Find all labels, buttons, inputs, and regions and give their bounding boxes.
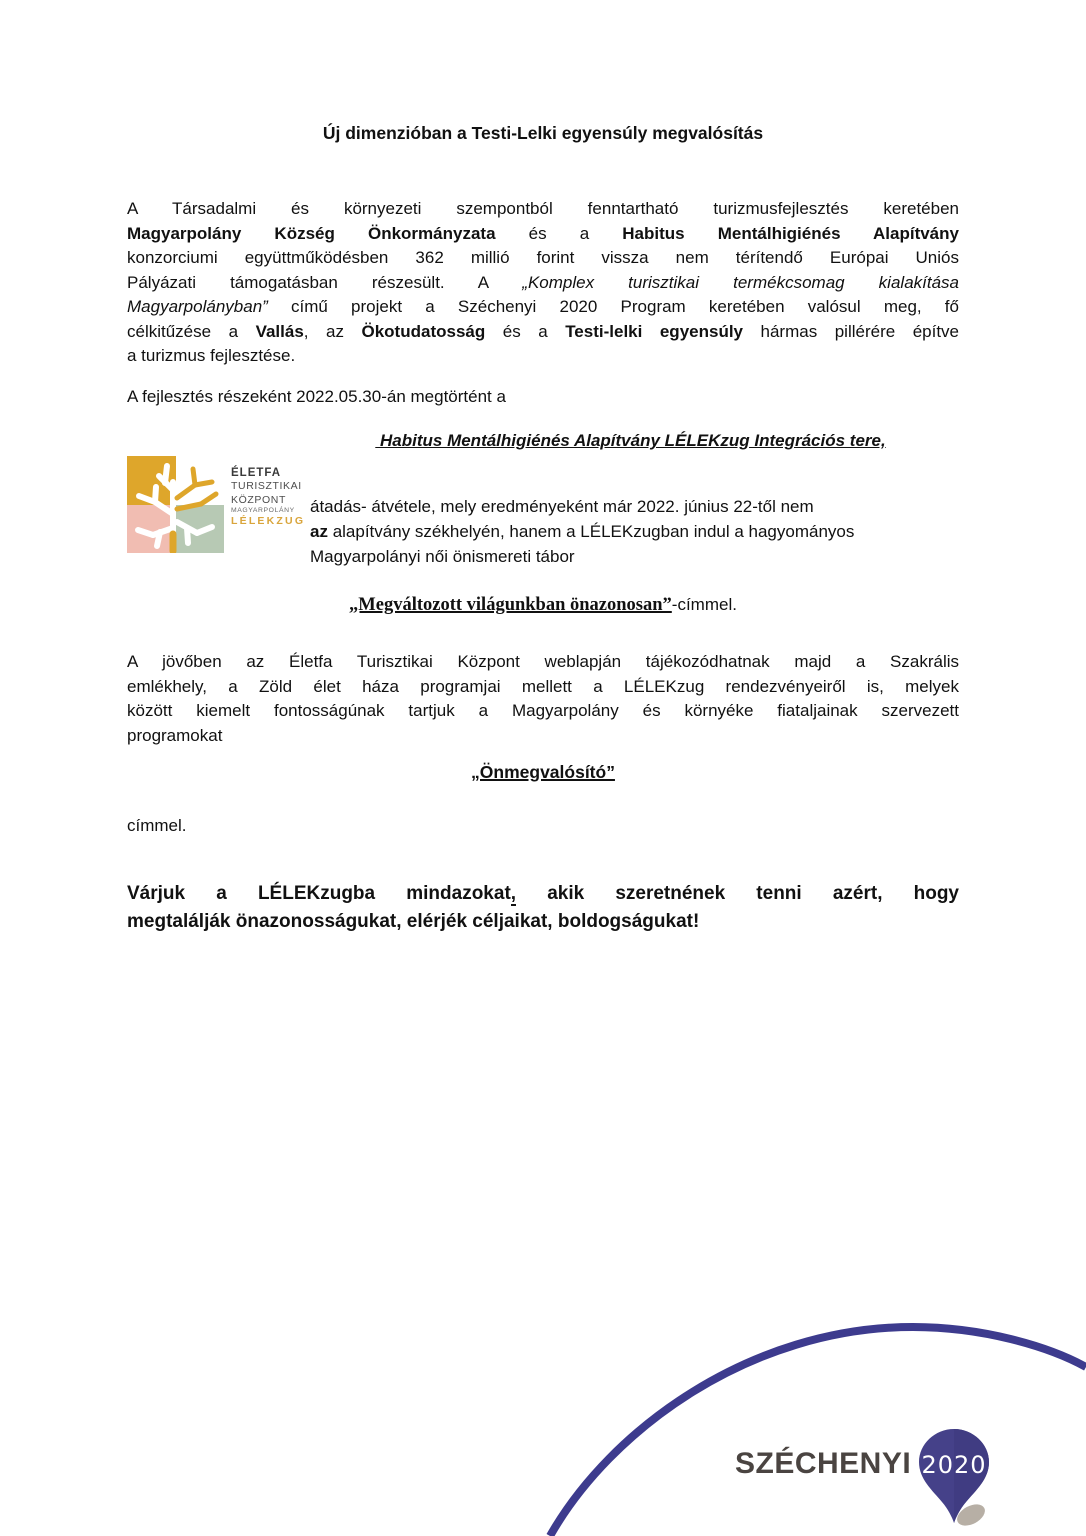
- text-run: akik szeretnének tenni azért, hogy: [516, 883, 959, 904]
- text-run: Magyarpolányban”: [127, 297, 268, 316]
- text-run: megtalálják önazonosságukat, elérjék céljaikat, boldogságukat!: [127, 911, 700, 932]
- text-run: Ökotudatosság: [361, 321, 486, 341]
- paragraph-line: [127, 197, 959, 222]
- tree-of-life-icon: [127, 456, 224, 553]
- text-run: és a: [495, 223, 623, 243]
- text-run: , az: [303, 321, 362, 341]
- text-run: átadás- átvétele, mely eredményeként már 2022. június 22-től nem: [310, 497, 814, 516]
- text-run: című projekt a Széchenyi 2020 Program keretében valósul meg, fő: [267, 297, 959, 316]
- text-run: „Önmegvalósító”: [471, 762, 615, 782]
- text-run: A fejlesztés részeként 2022.05.30-án megtörtént a: [127, 387, 506, 406]
- text-run: között kiemelt fontosságúnak tartjuk a Magyarpolány és környéke fiataljainak szervezett: [127, 701, 959, 720]
- szechenyi-year-label: 2020: [921, 1451, 987, 1479]
- text-run: célkitűzése a: [127, 321, 256, 341]
- text-run: hármas pillérére építve: [743, 321, 960, 341]
- eletfa-line-kozpont: KÖZPONT: [231, 493, 286, 506]
- paragraph-handover: [310, 494, 970, 569]
- heading-onmegvalosito: [0, 762, 1086, 783]
- paragraph-invitation: [127, 880, 959, 936]
- paragraph-line: [127, 344, 959, 369]
- paragraph-line: [127, 908, 959, 936]
- text-run: Pályázati támogatásban részesült. A: [127, 272, 523, 292]
- text-run: a turizmus fejlesztése.: [127, 346, 296, 365]
- paragraph-line: [127, 675, 959, 700]
- paragraph-future: [127, 650, 959, 748]
- eletfa-name: ÉLETFA: [231, 467, 282, 479]
- heading-megvaltozott: [0, 595, 1086, 616]
- text-run: Magyarpolány Község Önkormányzata: [127, 223, 496, 243]
- szechenyi-pin-icon: [914, 1427, 996, 1529]
- szechenyi-wordmark: SZÉCHENYI: [735, 1447, 912, 1480]
- text-run: programokat: [127, 725, 223, 745]
- paragraph-line: [127, 246, 959, 271]
- paragraph-intro: [127, 197, 959, 369]
- eletfa-line-turisztikai: TURISZTIKAI: [231, 480, 302, 493]
- text-run: Vallás: [255, 321, 304, 341]
- text-run: Magyarpolányi női önismereti tábor: [310, 547, 575, 566]
- paragraph-line: [127, 724, 959, 749]
- paragraph-line: [127, 880, 959, 908]
- paragraph-line: [127, 271, 959, 296]
- eletfa-line-magyarpolany: MAGYARPOLÁNY: [231, 506, 295, 514]
- document-title: Új dimenzióban a Testi-Lelki egyensúly megvalósítás: [322, 123, 764, 143]
- heading-habitus-lelekzug: [127, 431, 959, 451]
- text-run: alapítvány székhelyén, hanem a LÉLEKzugban indul a hagyományos: [327, 522, 855, 541]
- paragraph-line: [310, 494, 970, 519]
- text-run: Habitus Mentálhigiénés Alapítvány: [622, 223, 959, 243]
- text-run: „Megváltozott világunkban önazonosan”: [349, 595, 672, 615]
- paragraph-line: [310, 519, 970, 544]
- text-run: emlékhely, a Zöld élet háza programjai mellett a LÉLEKzug rendezvényeiről is, melyek: [127, 676, 959, 696]
- paragraph-line: [127, 222, 959, 247]
- paragraph-line: [310, 544, 970, 569]
- eletfa-line-lelekzug: LÉLEKZUG: [231, 515, 306, 528]
- paragraph-line: [127, 320, 959, 345]
- text-run: címmel.: [127, 816, 187, 835]
- paragraph-line: [127, 295, 959, 320]
- text-run: Testi-lelki egyensúly: [565, 321, 744, 341]
- text-run: Várjuk a LÉLEKzugba mindazokat: [127, 883, 511, 904]
- text-run: az: [310, 522, 328, 541]
- szechenyi-arc-decoration: [500, 1300, 1086, 1536]
- paragraph-cimmel: [127, 814, 959, 839]
- text-run: Habitus Mentálhigiénés Alapítvány LÉLEKzug Integrációs tere,: [375, 431, 886, 450]
- paragraph-line: [127, 650, 959, 675]
- text-run: konzorciumi együttműködésben 362 millió forint vissza nem térítendő Európai Uniós: [127, 248, 959, 267]
- text-run: és a: [485, 321, 566, 341]
- text-run: A Társadalmi és környezeti szempontból fenntartható turizmusfejlesztés keretében: [127, 199, 959, 218]
- text-run: „Komplex turisztikai termékcsomag kialakítása: [522, 272, 960, 292]
- text-run: ,: [510, 883, 517, 904]
- text-run: A jövőben az Életfa Turisztikai Központ weblapján tájékozódhatnak majd a Szakrális: [127, 652, 959, 671]
- text-run: -címmel.: [671, 595, 737, 614]
- eletfa-logo-image: [127, 456, 224, 553]
- paragraph-development-date: [127, 385, 959, 410]
- paragraph-line: [127, 699, 959, 724]
